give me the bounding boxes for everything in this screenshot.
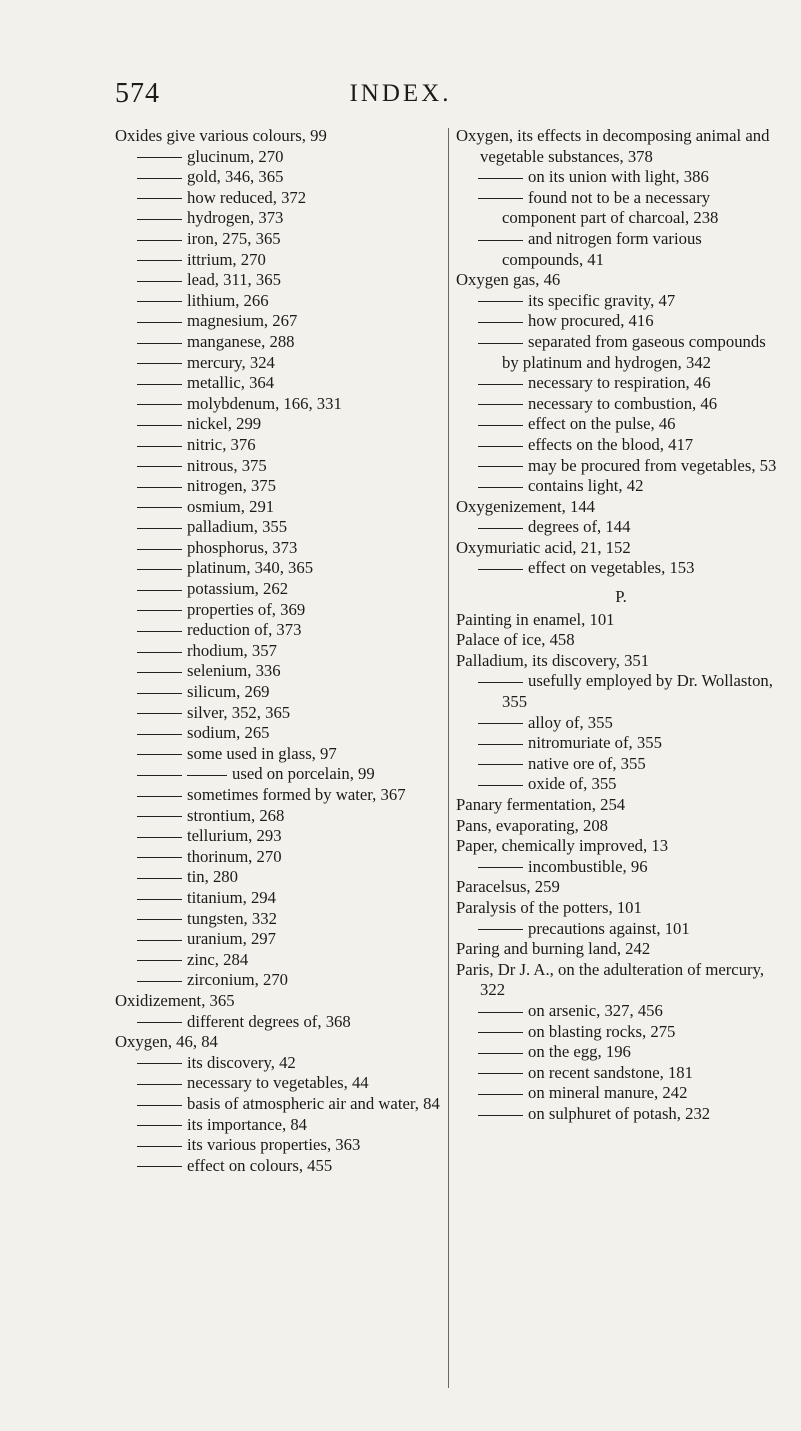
index-subentry xyxy=(115,1156,440,1177)
ditto-rule xyxy=(478,1032,523,1033)
index-subentry xyxy=(456,291,786,312)
entry-text: lead, 311, 365 xyxy=(187,270,281,290)
entry-text: its specific gravity, 47 xyxy=(528,290,676,310)
ditto-rule xyxy=(478,1094,523,1095)
entry-text: sometimes formed by water, 367 xyxy=(187,785,406,804)
index-subentry xyxy=(115,208,440,229)
index-subentry xyxy=(115,950,440,971)
entry-text: on blasting rocks, 275 xyxy=(528,1021,676,1041)
ditto-rule xyxy=(137,363,182,364)
index-entry xyxy=(456,126,786,167)
entry-text: effect on vegetables, 153 xyxy=(528,558,695,578)
index-subentry xyxy=(456,167,786,188)
entry-text: osmium, 291 xyxy=(187,496,275,516)
index-entry xyxy=(456,610,786,631)
entry-text: on arsenic, 327, 456 xyxy=(528,1000,663,1020)
ditto-rule xyxy=(478,487,523,488)
index-subentry xyxy=(115,867,440,888)
entry-text: its various properties, 363 xyxy=(187,1135,361,1155)
entry-text: P. xyxy=(615,587,627,607)
entry-text: alloy of, 355 xyxy=(528,712,613,732)
index-subentry xyxy=(115,806,440,827)
index-subentry xyxy=(456,373,786,394)
entry-text: hydrogen, 373 xyxy=(187,208,284,228)
ditto-rule xyxy=(137,569,182,570)
index-subentry xyxy=(115,517,440,538)
index-subentry xyxy=(115,600,440,621)
ditto-rule xyxy=(478,1012,523,1013)
ditto-rule xyxy=(137,631,182,632)
ditto-rule xyxy=(137,549,182,550)
ditto-rule xyxy=(137,1146,182,1147)
entry-text: found not to be a necessary component part of charcoal, 238 xyxy=(502,187,719,228)
index-entry xyxy=(456,816,786,837)
entry-text: some used in glass, 97 xyxy=(187,743,337,763)
entry-text: Palladium, its discovery, 351 xyxy=(456,650,650,670)
entry-text: on mineral manure, 242 xyxy=(528,1083,688,1103)
entry-text: used on porcelain, 99 xyxy=(232,764,375,784)
index-subentry xyxy=(115,620,440,641)
index-subentry xyxy=(115,1094,440,1115)
index-subentry xyxy=(456,311,786,332)
ditto-rule xyxy=(137,198,182,199)
entry-text: how procured, 416 xyxy=(528,311,654,331)
entry-text: contains light, 42 xyxy=(528,476,644,496)
ditto-rule xyxy=(137,919,182,920)
ditto-rule xyxy=(478,178,523,179)
ditto-rule xyxy=(478,322,523,323)
entry-text: on the egg, 196 xyxy=(528,1042,631,1062)
index-subentry xyxy=(456,774,786,795)
ditto-rule xyxy=(137,940,182,941)
ditto-rule xyxy=(137,878,182,879)
entry-text: selenium, 336 xyxy=(187,661,281,681)
ditto-rule xyxy=(478,785,523,786)
entry-text: strontium, 268 xyxy=(187,805,285,825)
index-subentry xyxy=(115,1073,440,1094)
ditto-rule xyxy=(137,775,182,776)
entry-text: iron, 275, 365 xyxy=(187,228,281,248)
ditto-rule xyxy=(137,837,182,838)
index-subentry xyxy=(456,1022,786,1043)
ditto-rule xyxy=(478,425,523,426)
ditto-rule xyxy=(137,899,182,900)
ditto-rule xyxy=(137,610,182,611)
index-subentry xyxy=(115,435,440,456)
index-subentry xyxy=(115,744,440,765)
entry-text: reduction of, 373 xyxy=(187,620,302,640)
ditto-rule xyxy=(478,1073,523,1074)
ditto-rule xyxy=(478,569,523,570)
entry-text: tellurium, 293 xyxy=(187,826,282,846)
ditto-rule xyxy=(137,343,182,344)
index-subentry xyxy=(115,229,440,250)
index-entry xyxy=(115,991,440,1012)
entry-text: ittrium, 270 xyxy=(187,249,266,269)
index-subentry xyxy=(456,1104,786,1125)
entry-text: gold, 346, 365 xyxy=(187,167,284,187)
index-entry xyxy=(456,960,786,1001)
entry-text: degrees of, 144 xyxy=(528,517,631,537)
entry-text: Paris, Dr J. A., on the adulteration of mercury, 322 xyxy=(456,959,765,1000)
ditto-rule xyxy=(478,466,523,467)
entry-text: manganese, 288 xyxy=(187,331,295,351)
entry-text: Paralysis of the potters, 101 xyxy=(456,897,642,917)
ditto-rule xyxy=(137,960,182,961)
entry-text: Oxides give various colours, 99 xyxy=(115,126,327,145)
index-subentry xyxy=(115,476,440,497)
ditto-rule xyxy=(137,322,182,323)
ditto-rule xyxy=(478,723,523,724)
column-divider xyxy=(448,128,449,1388)
ditto-rule xyxy=(137,446,182,447)
index-subentry xyxy=(115,167,440,188)
index-subentry xyxy=(115,1012,440,1033)
entry-text: glucinum, 270 xyxy=(187,146,284,166)
entry-text: potassium, 262 xyxy=(187,579,289,599)
index-subentry xyxy=(115,353,440,374)
entry-text: incombustible, 96 xyxy=(528,856,648,876)
entry-text: zirconium, 270 xyxy=(187,970,289,990)
index-subentry xyxy=(115,579,440,600)
entry-text: tin, 280 xyxy=(187,867,238,887)
entry-text: sodium, 265 xyxy=(187,723,270,743)
entry-text: may be procured from vegetables, 53 xyxy=(528,455,777,475)
entry-text: Oxidizement, 365 xyxy=(115,990,235,1010)
entry-text: Paracelsus, 259 xyxy=(456,877,560,897)
entry-text: phosphorus, 373 xyxy=(187,537,298,557)
ditto-rule xyxy=(137,590,182,591)
ditto-rule xyxy=(137,796,182,797)
index-subentry xyxy=(456,435,786,456)
index-subentry xyxy=(456,558,786,579)
ditto-rule xyxy=(137,652,182,653)
ditto-rule xyxy=(137,1063,182,1064)
index-entry xyxy=(115,1032,440,1053)
section-letter xyxy=(456,587,786,608)
index-subentry xyxy=(115,703,440,724)
ditto-rule xyxy=(137,281,182,282)
index-subentry xyxy=(115,332,440,353)
entry-text: necessary to respiration, 46 xyxy=(528,373,711,393)
entry-text: magnesium, 267 xyxy=(187,311,298,331)
index-subentry xyxy=(115,147,440,168)
index-subentry xyxy=(456,733,786,754)
ditto-rule xyxy=(137,240,182,241)
ditto-rule xyxy=(478,744,523,745)
ditto-rule xyxy=(137,1125,182,1126)
entry-text: and nitrogen form various compounds, 41 xyxy=(502,228,702,269)
entry-text: on sulphuret of potash, 232 xyxy=(528,1103,711,1123)
entry-text: necessary to vegetables, 44 xyxy=(187,1073,369,1093)
index-subentry xyxy=(115,682,440,703)
ditto-rule xyxy=(478,301,523,302)
index-subentry xyxy=(115,723,440,744)
entry-text: molybdenum, 166, 331 xyxy=(187,393,342,413)
index-entry xyxy=(456,877,786,898)
index-subentry xyxy=(115,188,440,209)
page-number: 574 xyxy=(115,78,160,109)
entry-text: Oxygen gas, 46 xyxy=(456,270,561,290)
entry-text: its importance, 84 xyxy=(187,1114,308,1134)
entry-text: nitrous, 375 xyxy=(187,455,267,475)
ditto-rule xyxy=(478,682,523,683)
index-subentry xyxy=(456,332,786,373)
index-subentry xyxy=(456,1083,786,1104)
index-subentry xyxy=(115,1135,440,1156)
ditto-rule xyxy=(137,857,182,858)
ditto-rule xyxy=(137,384,182,385)
index-subentry xyxy=(115,291,440,312)
running-head: INDEX. xyxy=(349,80,452,107)
index-subentry xyxy=(115,826,440,847)
entry-text: Palace of ice, 458 xyxy=(456,630,575,650)
entry-text: basis of atmospheric air and water, 84 xyxy=(187,1093,440,1113)
entry-text: lithium, 266 xyxy=(187,290,269,310)
index-subentry xyxy=(115,888,440,909)
entry-text: on its union with light, 386 xyxy=(528,167,709,187)
ditto-rule xyxy=(137,157,182,158)
entry-text: Oxygen, its effects in decomposing animal and vegetable substances, 378 xyxy=(456,126,770,166)
entry-text: Oxygen, 46, 84 xyxy=(115,1032,218,1052)
index-entry xyxy=(456,270,786,291)
ditto-rule xyxy=(478,240,523,241)
index-subentry xyxy=(115,414,440,435)
entry-text: silver, 352, 365 xyxy=(187,702,291,722)
index-subentry xyxy=(115,270,440,291)
entry-text: zinc, 284 xyxy=(187,949,249,969)
ditto-rule xyxy=(137,528,182,529)
entry-text: Pans, evaporating, 208 xyxy=(456,815,609,835)
entry-text: precautions against, 101 xyxy=(528,918,690,938)
index-subentry xyxy=(115,1115,440,1136)
entry-text: platinum, 340, 365 xyxy=(187,558,314,578)
ditto-rule xyxy=(137,816,182,817)
ditto-rule xyxy=(137,672,182,673)
entry-text: properties of, 369 xyxy=(187,599,306,619)
entry-text: tungsten, 332 xyxy=(187,908,277,928)
ditto-rule xyxy=(137,734,182,735)
ditto-rule xyxy=(137,1084,182,1085)
entry-text: different degrees of, 368 xyxy=(187,1011,351,1031)
entry-text: effects on the blood, 417 xyxy=(528,434,694,454)
index-subentry xyxy=(115,1053,440,1074)
index-subentry xyxy=(456,671,786,712)
ditto-rule xyxy=(137,466,182,467)
ditto-rule xyxy=(478,764,523,765)
index-subentry xyxy=(456,1042,786,1063)
ditto-rule xyxy=(478,198,523,199)
ditto-rule xyxy=(478,867,523,868)
entry-text: its discovery, 42 xyxy=(187,1052,296,1072)
index-subentry xyxy=(456,394,786,415)
ditto-rule xyxy=(478,446,523,447)
ditto-rule xyxy=(137,219,182,220)
ditto-rule xyxy=(478,404,523,405)
index-entry xyxy=(456,898,786,919)
index-subentry xyxy=(115,456,440,477)
index-entry xyxy=(456,497,786,518)
index-subentry xyxy=(456,456,786,477)
entry-text: usefully employed by Dr. Wollaston, 355 xyxy=(502,671,773,712)
index-entry xyxy=(456,836,786,857)
index-column-left xyxy=(115,126,440,1176)
entry-text: nickel, 299 xyxy=(187,414,262,434)
entry-text: thorinum, 270 xyxy=(187,846,282,866)
entry-text: necessary to combustion, 46 xyxy=(528,393,718,413)
ditto-rule xyxy=(137,507,182,508)
index-subentry xyxy=(456,188,786,229)
ditto-rule xyxy=(137,425,182,426)
ditto-rule xyxy=(137,754,182,755)
entry-text: Painting in enamel, 101 xyxy=(456,609,615,629)
index-subentry xyxy=(115,929,440,950)
entry-text: Oxygenizement, 144 xyxy=(456,496,596,516)
ditto-rule xyxy=(137,693,182,694)
index-subentry xyxy=(115,497,440,518)
index-subentry xyxy=(456,476,786,497)
entry-text: nitric, 376 xyxy=(187,434,256,454)
index-entry xyxy=(456,939,786,960)
index-subentry xyxy=(456,754,786,775)
index-subentry xyxy=(456,414,786,435)
ditto-rule xyxy=(478,528,523,529)
ditto-rule xyxy=(137,981,182,982)
entry-text: uranium, 297 xyxy=(187,929,276,949)
ditto-rule xyxy=(137,713,182,714)
entry-text: effect on colours, 455 xyxy=(187,1155,333,1175)
ditto-rule xyxy=(187,775,227,776)
ditto-rule xyxy=(478,929,523,930)
ditto-rule xyxy=(137,1022,182,1023)
index-subentry xyxy=(456,919,786,940)
index-entry xyxy=(456,630,786,651)
entry-text: titanium, 294 xyxy=(187,887,276,907)
ditto-rule xyxy=(478,343,523,344)
index-entry xyxy=(456,651,786,672)
entry-text: metallic, 364 xyxy=(187,373,275,393)
index-subentry xyxy=(115,394,440,415)
index-subentry xyxy=(115,373,440,394)
entry-text: how reduced, 372 xyxy=(187,187,307,207)
index-subentry xyxy=(456,517,786,538)
entry-text: oxide of, 355 xyxy=(528,774,617,794)
index-subentry xyxy=(115,538,440,559)
index-subentry xyxy=(456,229,786,270)
index-entry xyxy=(456,538,786,559)
index-subentry xyxy=(115,909,440,930)
index-subentry xyxy=(115,558,440,579)
ditto-rule xyxy=(137,260,182,261)
index-subentry xyxy=(115,661,440,682)
index-subentry xyxy=(115,311,440,332)
index-subentry xyxy=(456,1063,786,1084)
index-subentry xyxy=(115,970,440,991)
entry-text: Paper, chemically improved, 13 xyxy=(456,836,669,856)
entry-text: Paring and burning land, 242 xyxy=(456,939,651,959)
entry-text: rhodium, 357 xyxy=(187,640,277,660)
entry-text: Panary fermentation, 254 xyxy=(456,795,626,814)
index-subentry xyxy=(115,847,440,868)
ditto-rule xyxy=(137,178,182,179)
ditto-rule xyxy=(137,1105,182,1106)
ditto-rule xyxy=(137,487,182,488)
index-subentry xyxy=(115,641,440,662)
ditto-rule xyxy=(478,1115,523,1116)
entry-text: palladium, 355 xyxy=(187,517,288,537)
index-entry xyxy=(115,126,440,147)
index-subentry xyxy=(456,1001,786,1022)
ditto-rule xyxy=(478,1053,523,1054)
index-column-right xyxy=(456,126,786,1125)
ditto-rule xyxy=(478,384,523,385)
entry-text: Oxymuriatic acid, 21, 152 xyxy=(456,537,631,557)
ditto-rule xyxy=(137,301,182,302)
index-subentry xyxy=(115,764,440,785)
entry-text: on recent sandstone, 181 xyxy=(528,1062,693,1082)
entry-text: silicum, 269 xyxy=(187,682,270,702)
ditto-rule xyxy=(137,1166,182,1167)
entry-text: mercury, 324 xyxy=(187,352,275,372)
entry-text: separated from gaseous compounds by platinum and hydrogen, 342 xyxy=(502,331,766,372)
entry-text: nitromuriate of, 355 xyxy=(528,733,662,753)
index-subentry xyxy=(115,250,440,271)
index-subentry xyxy=(456,713,786,734)
index-subentry xyxy=(115,785,440,806)
entry-text: native ore of, 355 xyxy=(528,753,646,773)
index-entry xyxy=(456,795,786,816)
index-subentry xyxy=(456,857,786,878)
ditto-rule xyxy=(137,404,182,405)
entry-text: effect on the pulse, 46 xyxy=(528,414,676,434)
entry-text: nitrogen, 375 xyxy=(187,476,276,496)
